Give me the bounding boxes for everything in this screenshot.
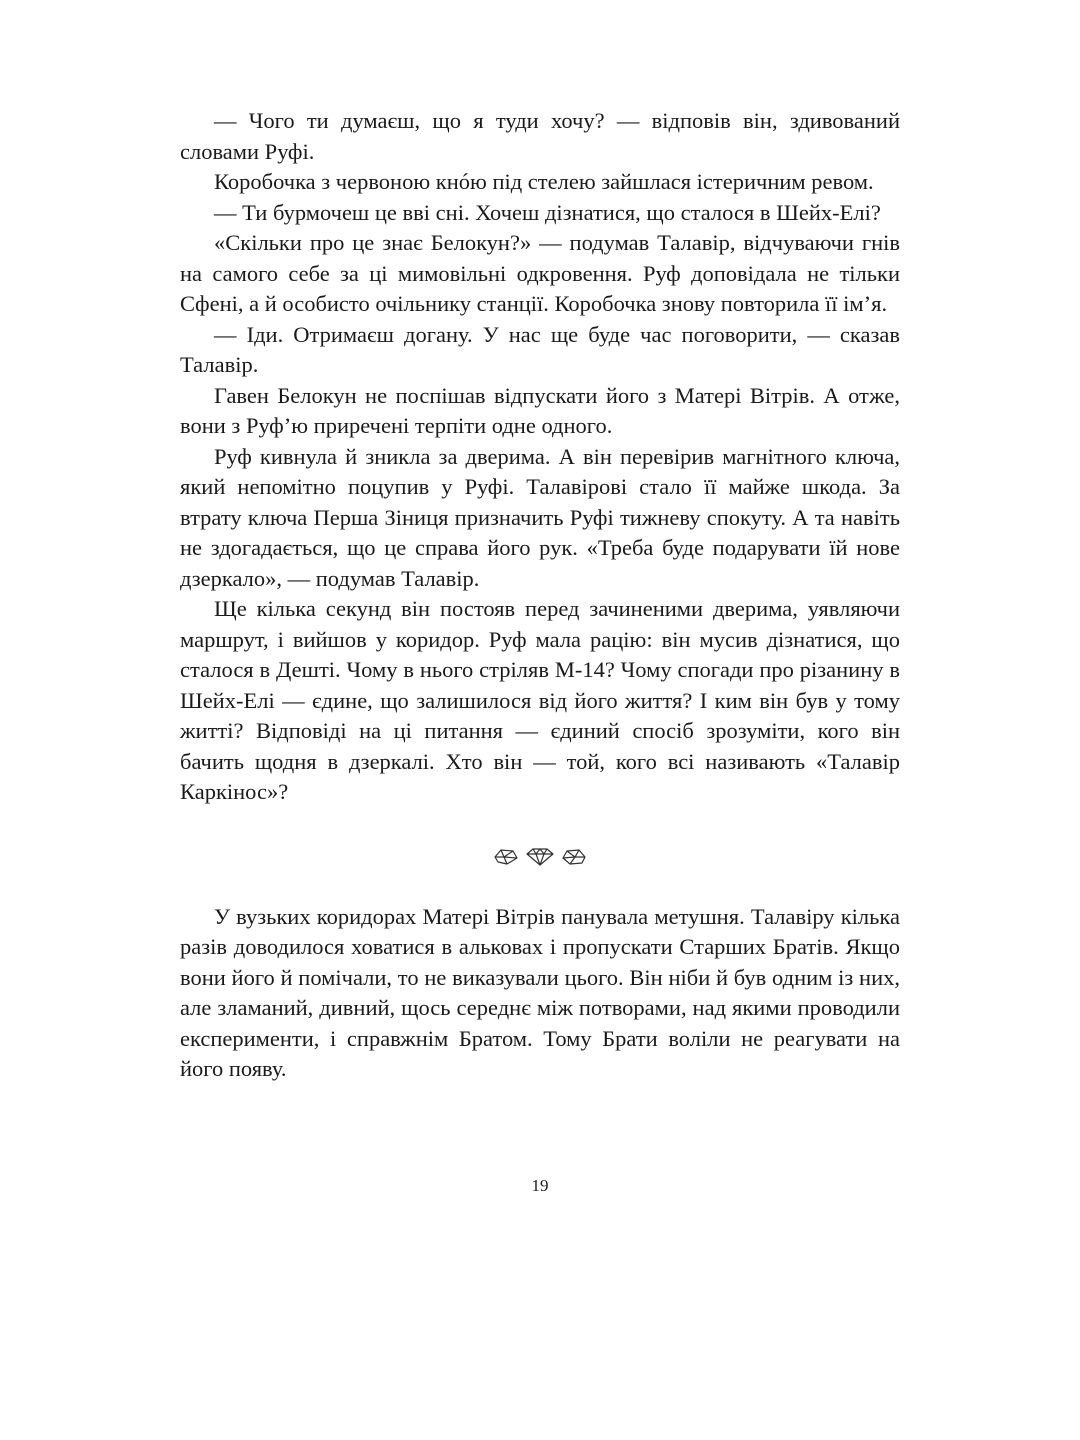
paragraph: У вузьких коридорах Матері Вітрів панувала метушня. Талавіру кілька разів доводилося ховатися в альковах і пропускати Старших Братів. Якщо вони його й помічали, то не виказували цього. Він ніби й був одним із них, але зламаний, дивний, щось середнє між потворами, над якими проводили експерименти, і справжнім Братом. Тому Брати воліли не реагувати на його появу. <box>180 903 900 1081</box>
paragraph: Коробочка з червоною кнóю під стелею зайшлася істеричним ревом. <box>214 169 874 194</box>
paragraph: Руф кивнула й зникла за дверима. А він перевірив магнітного ключа, який непомітно поцупив у Руфі. Талавірові стало її майже шкода. За втрату ключа Перша Зіниця призначить Руфі тижневу спокуту. А та навіть не здогадається, що це справа його рук. «Треба буде подарувати їй нове дзеркало», — подумав Талавір. <box>180 443 900 591</box>
paragraph: — Чого ти думаєш, що я туди хочу? — відповів він, здивований словами Руфі. <box>180 108 900 164</box>
page-number: 19 <box>531 1176 549 1195</box>
book-page <box>180 106 900 1085</box>
crystal-left-icon <box>493 847 519 867</box>
crystal-right-icon <box>561 847 587 867</box>
paragraph: Гавен Белокун не поспішав відпускати його з Матері Вітрів. А отже, вони з Руф’ю приречені терпіти одне одного. <box>180 382 900 438</box>
paragraph: «Скільки про це знає Белокун?» — подумав Талавір, відчуваючи гнів на самого себе за ці мимовільні одкровення. Руф доповідала не тільки Сфені, а й особисто очільнику станції. Коробочка знову повторила її ім’я. <box>180 230 900 316</box>
crystal-center-icon <box>525 847 555 867</box>
paragraph: Ще кілька секунд він постояв перед зачиненими дверима, уявляючи маршрут, і вийшов у коридор. Руф мала рацію: він мусив дізнатися, що сталося в Дешті. Чому в нього стріляв М-14? Чому спогади про різанину в Шейх-Елі — єдине, що залишилося від його життя? І ким він був у тому житті? Відповіді на ці питання — єдиний спосіб зрозуміти, кого він бачить щодня в дзеркалі. Хто він — той, кого всі називають «Талавір Каркінос»? <box>180 596 900 804</box>
paragraph: — Іди. Отримаєш догану. У нас ще буде час поговорити, — сказав Талавір. <box>180 321 900 377</box>
paragraph: — Ти бурмочеш це вві сні. Хочеш дізнатися, що сталося в Шейх-Елі? <box>214 199 881 225</box>
crystals-divider-icon <box>180 842 900 872</box>
